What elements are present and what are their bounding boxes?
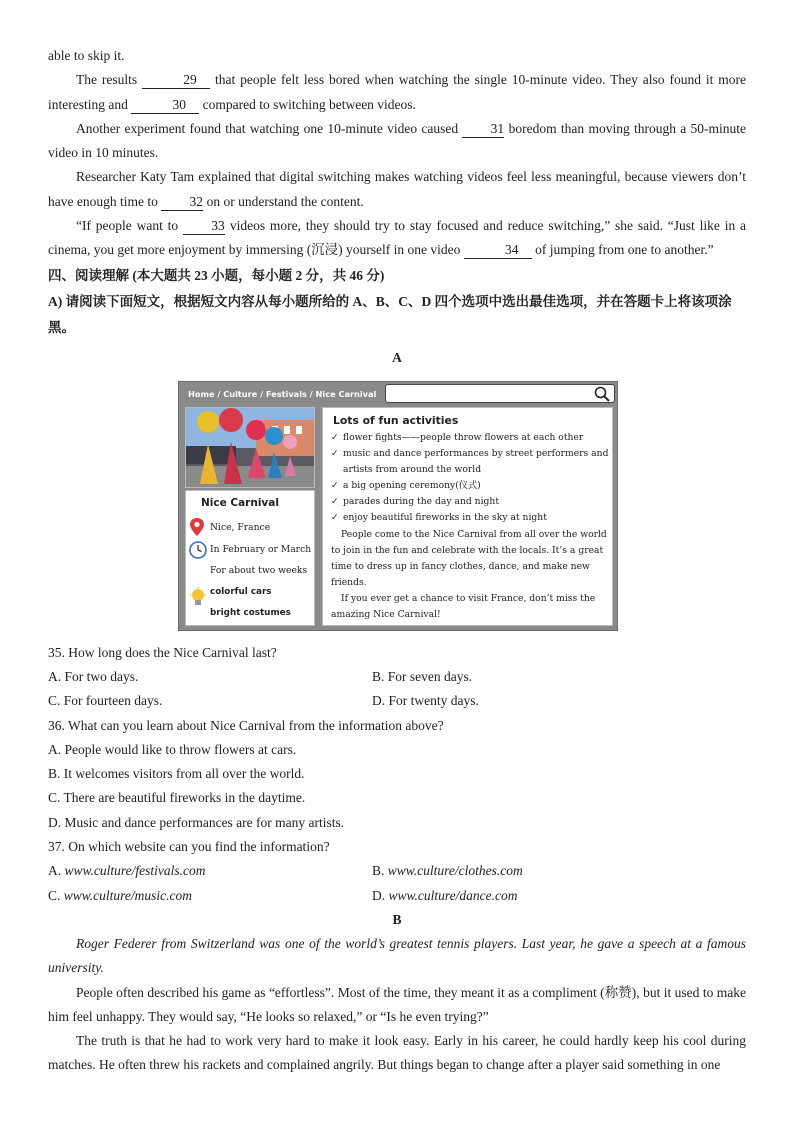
activity-item: ✓ flower fights——people throw flowers at each other [331,430,609,446]
option-37a: A. www.culture/festivals.com [48,863,206,879]
blank-29: 29 [142,72,210,89]
option-36b: B. It welcomes visitors from all over the world. [48,766,305,782]
activity-item: ✓ a big opening ceremony(仪式) [331,478,609,494]
options-35-row2 [48,689,746,713]
blank-34: 34 [464,242,532,259]
blank-30: 30 [131,97,199,114]
options-37-row2 [48,884,746,908]
passage-label-a: A [392,349,402,365]
passage-label-b: B [392,911,402,927]
breadcrumb: Home / Culture / Festivals / Nice Carnival [188,388,377,399]
cloze-paragraph-2: Another experiment found that watching one 10-minute video caused 31 boredom than moving through a 50-minute video in 10 minutes. [48,120,747,161]
check-icon: ✓ [331,511,339,523]
question-36: 36. What can you learn about Nice Carnival from the information above? [48,717,444,733]
search-icon[interactable] [594,386,610,402]
activity-item: ✓ music and dance performances by street performers and [331,446,609,462]
check-icon: ✓ [331,447,339,459]
cloze-paragraph-1: The results 29 that people felt less bored when watching the single 10-minute video. They also found it more interesting and 30 compared to switching between videos. [48,72,746,112]
option-36d: D. Music and dance performances are for many artists. [48,814,345,830]
blank-32: 32 [161,194,203,211]
exam-page [48,0,746,1078]
info-location: Nice, France [210,521,271,533]
check-icon: ✓ [331,495,339,507]
options-37-row1 [48,859,746,883]
passage-b-paragraph-1: People often described his game as “effortless”. Most of the time, they meant it as a compliment (称赞), but it used to make him feel unhappy. They would say, “He looks so relaxed,” or “Is he even trying?” [48,984,746,1024]
options-35-row1 [48,665,746,689]
carnival-info-panel [185,490,315,626]
nice-carnival-webpage [178,381,618,631]
option-35c: C. For fourteen days. [48,693,163,709]
option-37c: C. www.culture/music.com [48,887,193,903]
cloze-paragraph-4: “If people want to 33 videos more, they should try to stay focused and reduce switching,” she said. “Just like in a cinema, you get more enjoyment by immersing (沉浸) yourself in one video 34 of jumping from one to another.” [48,218,747,258]
question-37: 37. On which website can you find the information? [48,839,330,855]
passage-b-intro: Roger Federer from Switzerland was one of the world’s greatest tennis players. Last year, he gave a speech at a famous university. [48,935,746,976]
blank-33: 33 [183,218,225,235]
option-37b: B. www.culture/clothes.com [372,863,523,879]
activities-title: Lots of fun activities [333,413,459,427]
activities-closing: If you ever get a chance to visit France, don’t miss the amazing Nice Carnival! [331,592,596,620]
check-icon: ✓ [331,479,339,491]
option-37d: D. www.culture/dance.com [372,887,518,903]
activity-item-continued: artists from around the world [343,463,482,475]
info-time-months: In February or March [210,543,312,555]
question-35: 35. How long does the Nice Carnival last? [48,644,277,660]
blank-31: 31 [462,121,504,138]
info-feature-cars: colorful cars [210,586,272,597]
activity-item: ✓ parades during the day and night [331,494,609,510]
lightbulb-icon [189,587,207,609]
option-35a: A. For two days. [48,668,139,684]
activities-paragraph: People come to the Nice Carnival from all over the world to join in the fun and celebrate with the locals. It’s a great time to dress up in fancy clothes, dance, and make new friends. [331,528,607,589]
location-pin-icon [189,517,205,537]
info-title: Nice Carnival [201,496,279,509]
option-35b: B. For seven days. [372,668,473,684]
check-icon: ✓ [331,431,339,443]
info-time-duration: For about two weeks [210,564,308,576]
passage-b-paragraph-2: The truth is that he had to work very hard to make it look easy. Early in his career, he could hardly keep his cool during matches. He often threw his rackets and complained angrily. But things began to change after a player said something in one [48,1033,746,1073]
option-35d: D. For twenty days. [372,693,479,709]
cloze-paragraph-3: Researcher Katy Tam explained that digital switching makes watching videos feel less meaningful, because viewers don’t have enough time to 32 on or understand the content. [48,169,746,209]
clock-icon [189,541,207,559]
section-instruction: A) 请阅读下面短文，根据短文内容从每小题所给的 A、B、C、D 四个选项中选出最佳选项，并在答题卡上将该项涂黑。 [48,293,732,335]
option-36c: C. There are beautiful fireworks in the daytime. [48,790,306,806]
option-36a: A. People would like to throw flowers at cars. [48,741,297,757]
search-input[interactable] [385,384,615,403]
info-feature-costumes: bright costumes [210,607,291,618]
cloze-line-top: able to skip it. [48,48,125,63]
carnival-photo [185,407,315,488]
activities-panel [322,407,613,626]
section-title: 四、阅读理解 (本大题共 23 小题，每小题 2 分，共 46 分) [48,267,385,283]
activity-item: ✓ enjoy beautiful fireworks in the sky at night [331,510,609,526]
